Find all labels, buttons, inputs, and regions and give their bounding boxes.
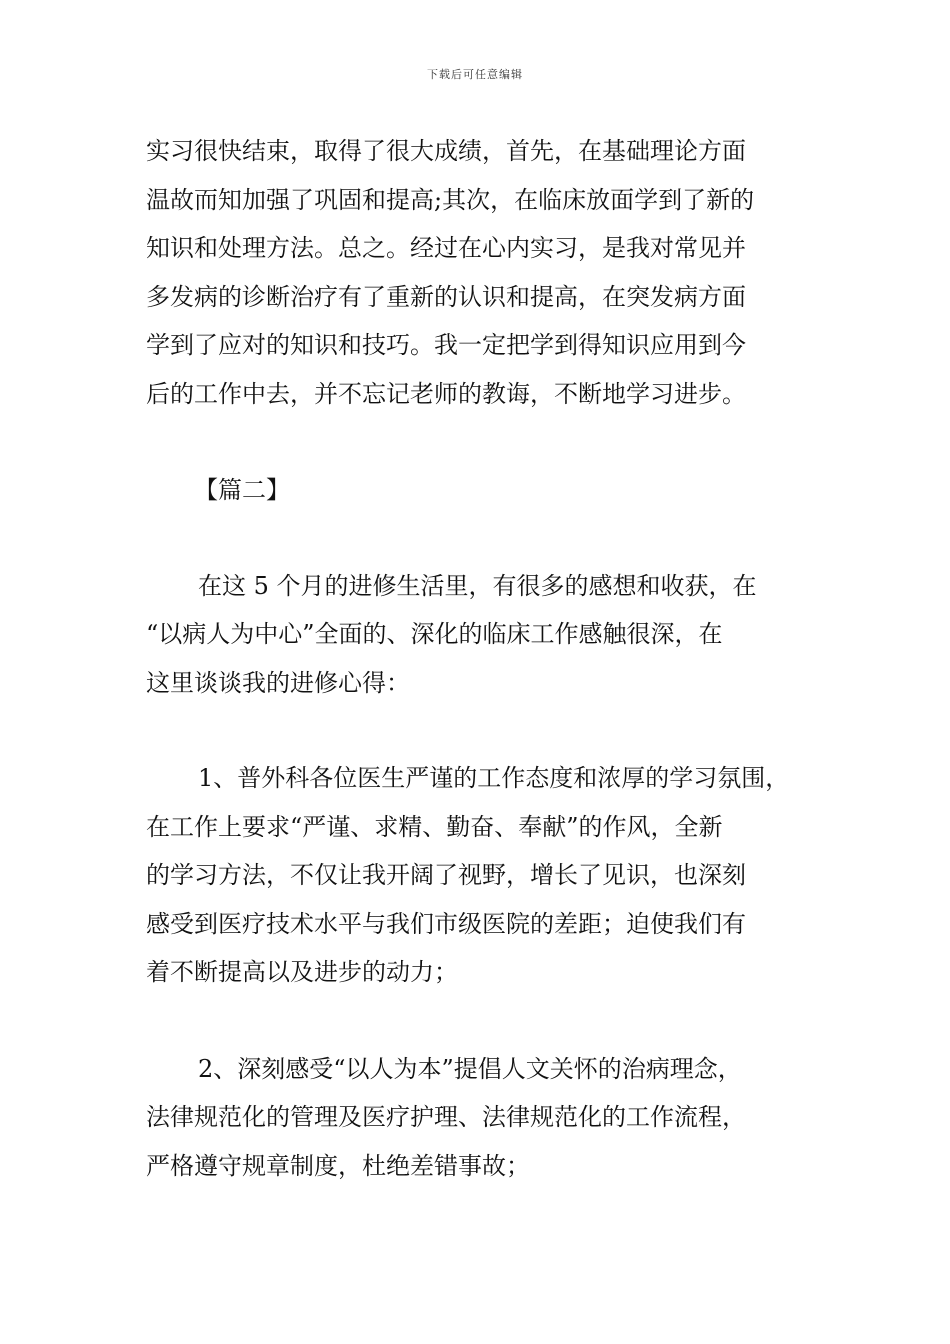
paragraph-line: 这里谈谈我的进修心得： [146, 668, 410, 697]
paragraph-line: 多发病的诊断治疗有了重新的认识和提高，在突发病方面 [146, 282, 746, 311]
paragraph-line: 1、普外科各位医生严谨的工作态度和浓厚的学习氛围， [198, 764, 790, 792]
paragraph-line: 感受到医疗技术水平与我们市级医院的差距；迫使我们有 [146, 909, 746, 938]
paragraph-line: 在这 5 个月的进修生活里，有很多的感想和收获，在 [198, 571, 757, 600]
paragraph-line: 知识和处理方法。总之。经过在心内实习，是我对常见并 [146, 234, 746, 262]
paragraph-line: 的学习方法，不仅让我开阔了视野，增长了见识，也深刻 [146, 861, 746, 889]
document-body [146, 127, 816, 1190]
paragraph-4 [146, 1045, 816, 1191]
paragraph-line: 在工作上要求“严谨、求精、勤奋、奉献”的作风，全新 [146, 812, 723, 841]
paragraph-line: 严格遵守规章制度，杜绝差错事故； [146, 1151, 530, 1180]
paragraph-1 [146, 127, 816, 418]
paragraph-3 [146, 754, 816, 997]
paragraph-line: 学到了应对的知识和技巧。我一定把学到得知识应用到今 [146, 331, 746, 359]
paragraph-line: 着不断提高以及进步的动力； [146, 958, 458, 986]
page-header: 下载后可任意编辑 [427, 68, 523, 81]
paragraph-line: 2、深刻感受“以人为本”提倡人文关怀的治病理念， [198, 1054, 742, 1083]
paragraph-line: 实习很快结束，取得了很大成绩，首先，在基础理论方面 [146, 137, 746, 165]
section-heading: 【篇二】 [194, 476, 290, 504]
paragraph-line: “以病人为中心”全面的、深化的临床工作感触很深，在 [146, 620, 723, 648]
paragraph-2 [146, 562, 816, 708]
paragraph-line: 法律规范化的管理及医疗护理、法律规范化的工作流程， [146, 1103, 746, 1131]
paragraph-line: 后的工作中去，并不忘记老师的教诲，不断地学习进步。 [146, 379, 746, 408]
paragraph-line: 温故而知加强了巩固和提高;其次，在临床放面学到了新的 [146, 185, 755, 214]
